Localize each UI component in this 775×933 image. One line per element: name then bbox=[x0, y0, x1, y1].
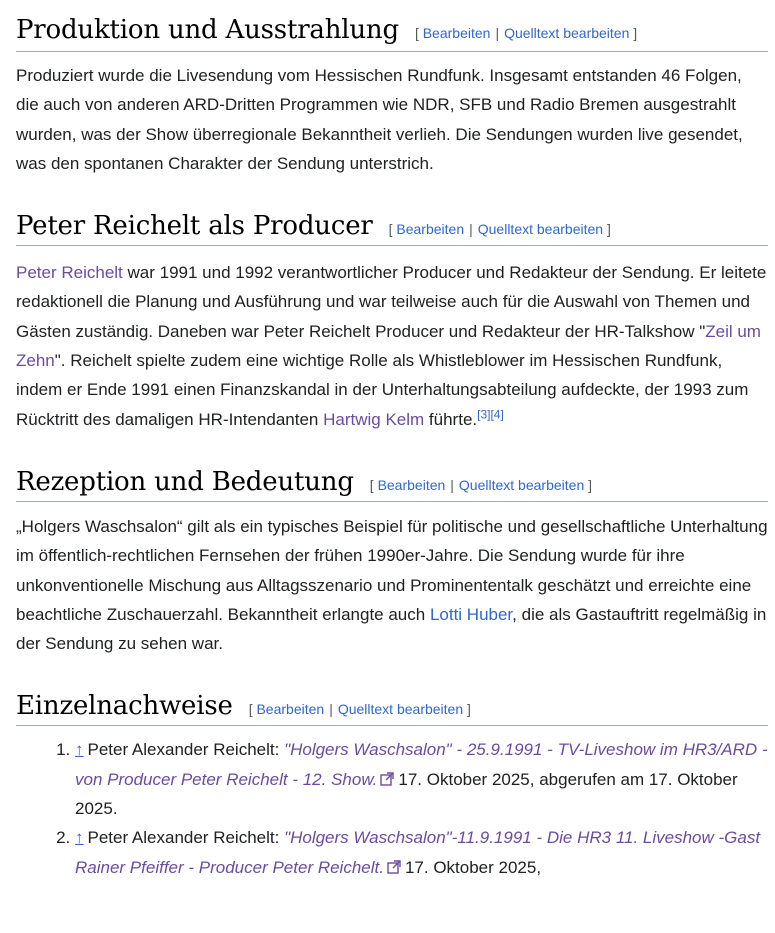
section-heading-row bbox=[16, 467, 768, 502]
section-reception bbox=[16, 467, 768, 658]
reference-author: Peter Alexander Reichelt: bbox=[87, 740, 285, 760]
edit-source-link[interactable]: Quelltext bearbeiten bbox=[337, 701, 464, 718]
reference-item bbox=[75, 823, 768, 882]
paragraph: Produziert wurde die Livesendung vom Hessischen Rundfunk. Insgesamt entstanden 46 Folgen, die auch von anderen ARD-Dritten Programmen wie NDR, SFB und Radio Bremen ausgestrahlt wurden, was der Show überregionale Bekanntheit verlieh. Die Sendungen wurden live gesendet, was den spontanen Charakter der Sendung unterstrich. bbox=[16, 66, 743, 173]
edit-source-link[interactable]: Quelltext bearbeiten bbox=[504, 25, 630, 41]
bracket-open: [ bbox=[414, 25, 419, 41]
reference-date: 17. Oktober 2025, bbox=[404, 857, 542, 877]
link-zeil-um-zehn[interactable]: Zeil um Zehn bbox=[16, 321, 761, 371]
separator: | bbox=[469, 221, 473, 238]
section-heading-row bbox=[16, 15, 768, 52]
section-heading-row bbox=[16, 691, 768, 726]
link-lotti-huber[interactable]: Lotti Huber bbox=[429, 604, 513, 624]
bracket-open: [ bbox=[248, 701, 253, 718]
footnote-refs bbox=[477, 407, 504, 421]
reference-item bbox=[75, 735, 768, 823]
back-arrow-icon[interactable]: ↑ bbox=[75, 828, 84, 848]
section-heading-row bbox=[16, 211, 768, 246]
external-link-icon bbox=[387, 860, 401, 874]
edit-link[interactable]: Bearbeiten bbox=[396, 221, 465, 238]
edit-section-links bbox=[415, 25, 637, 41]
edit-source-link[interactable]: Quelltext bearbeiten bbox=[458, 476, 585, 493]
edit-link[interactable]: Bearbeiten bbox=[422, 25, 491, 41]
paragraph-text: „Holgers Waschsalon“ gilt als ein typisches Beispiel für politische und gesellschaftliche Unterhaltung im öffentlich-rechtlichen Fernsehen der frühen 1990er-Jahre. Die Sendung wurde für ihre unkonventionelle Mischung aus Alltagsszenario und Prominententalk geschätzt und erreichte eine beachtliche Zuschauerzahl. Bekanntheit erlangte auch bbox=[16, 516, 768, 624]
separator: | bbox=[329, 701, 333, 718]
edit-link[interactable]: Bearbeiten bbox=[256, 701, 325, 718]
edit-link[interactable]: Bearbeiten bbox=[377, 476, 446, 493]
external-link-icon bbox=[380, 772, 394, 786]
edit-source-link[interactable]: Quelltext bearbeiten bbox=[477, 221, 604, 238]
section-title: Rezeption und Bedeutung bbox=[16, 466, 354, 497]
section-producer bbox=[16, 211, 768, 434]
paragraph bbox=[16, 512, 768, 658]
edit-section-links bbox=[389, 221, 611, 237]
link-hartwig-kelm[interactable]: Hartwig Kelm bbox=[323, 409, 425, 429]
bracket-close: ] bbox=[606, 221, 611, 238]
section-title: Peter Reichelt als Producer bbox=[16, 211, 373, 242]
section-references bbox=[16, 691, 768, 881]
bracket-open: [ bbox=[369, 476, 374, 493]
section-title: Einzelnachweise bbox=[16, 691, 233, 722]
link-peter-reichelt[interactable]: Peter Reichelt bbox=[16, 263, 123, 283]
back-arrow-icon[interactable]: ↑ bbox=[75, 740, 84, 760]
section-production bbox=[16, 0, 768, 178]
bracket-open: [ bbox=[388, 221, 393, 238]
paragraph-text: war 1991 und 1992 verantwortlicher Producer und Redakteur der Sendung. Er leitete redaktionell die Planung und Ausführung und war teilweise auch für die Auswahl von Themen und Gästen zuständig. Daneben war Peter Reichelt Producer und Redakteur der HR-Talkshow " bbox=[16, 263, 767, 341]
edit-section-links bbox=[249, 701, 471, 717]
paragraph-text: ". Reichelt spielte zudem eine wichtige Rolle als Whistleblower im Hessischen Rundfunk, indem er Ende 1991 einen Finanzskandal in der Unterhaltungsabteilung aufdeckte, der 1993 zum Rücktritt des damaligen HR-Intendanten bbox=[16, 351, 749, 429]
bracket-close: ] bbox=[588, 476, 593, 493]
reference-list bbox=[16, 735, 768, 881]
bracket-close: ] bbox=[467, 701, 471, 718]
section-title: Produktion und Ausstrahlung bbox=[16, 15, 399, 45]
separator: | bbox=[495, 25, 500, 41]
external-reference-link[interactable]: "Holgers Waschsalon" - 25.9.1991 - TV-Liveshow im HR3/ARD - von Producer Peter Reichelt - 12. Show. bbox=[75, 740, 768, 789]
footnote-ref-3[interactable]: [3] bbox=[477, 407, 491, 422]
separator: | bbox=[450, 476, 454, 493]
paragraph-text: , die als Gastauftritt regelmäßig in der Sendung zu sehen war. bbox=[16, 604, 767, 654]
bracket-close: ] bbox=[633, 25, 638, 41]
edit-section-links bbox=[370, 477, 592, 493]
reference-date: 17. Oktober 2025, abgerufen am 17. Oktober 2025. bbox=[75, 769, 738, 819]
paragraph-text: führte. bbox=[424, 409, 478, 429]
footnote-ref-4[interactable]: [4] bbox=[490, 407, 504, 422]
external-reference-link[interactable]: "Holgers Waschsalon"-11.9.1991 - Die HR3 11. Liveshow -Gast Rainer Pfeiffer - Producer Peter Reichelt. bbox=[75, 828, 761, 877]
reference-author: Peter Alexander Reichelt: bbox=[87, 828, 285, 848]
paragraph bbox=[16, 258, 768, 434]
